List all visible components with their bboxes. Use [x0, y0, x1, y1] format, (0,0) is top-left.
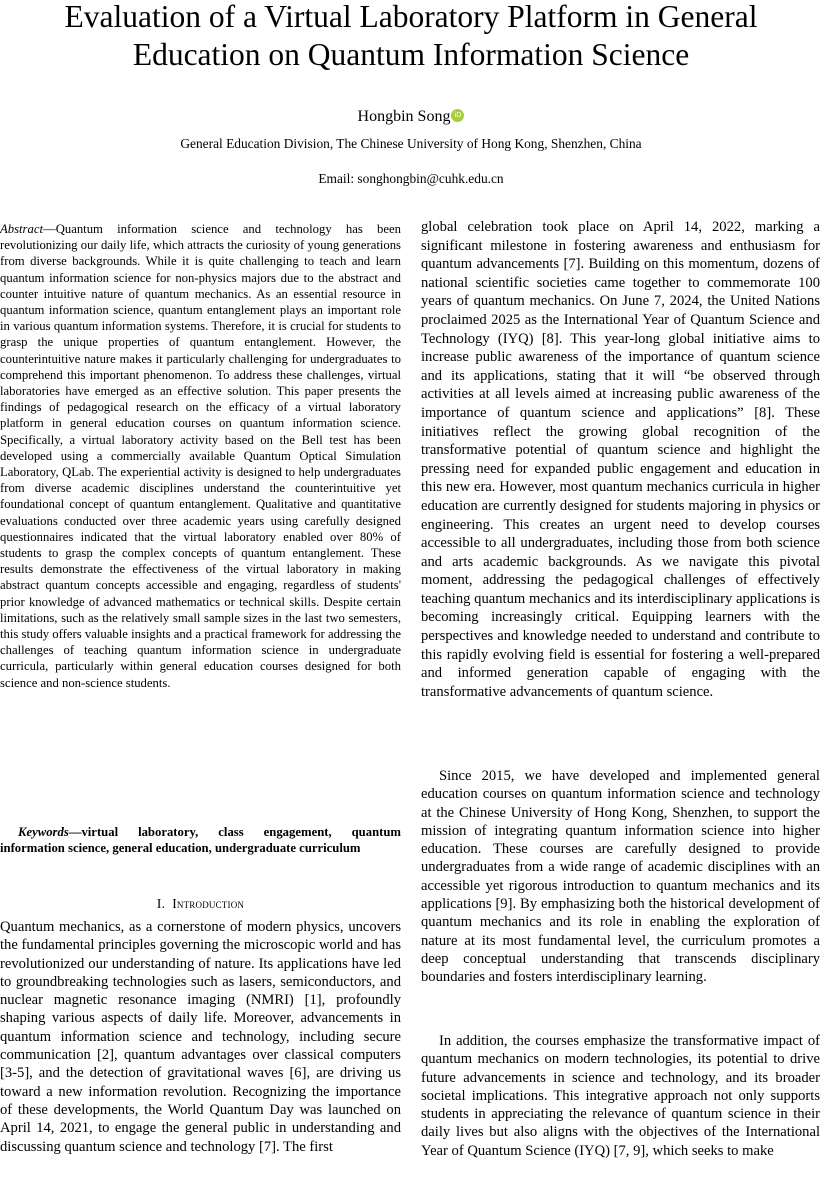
keywords-text: —virtual laboratory, class engagement, quantum information science, general education, undergraduate curriculum: [0, 825, 401, 856]
affiliation: General Education Division, The Chinese University of Hong Kong, Shenzhen, China: [180, 136, 642, 151]
keywords-label: Keywords: [18, 825, 69, 839]
right-column-paragraph-2: Since 2015, we have developed and implemented general education courses on quantum information science and technology at the Chinese University of Hong Kong, Shenzhen, to support the mission of integrating quantum information science into higher education. These courses are carefully designed to provide undergraduates from a wide range of academic disciplines with an accessible yet rigorous introduction to quantum mechanics and its applications [9]. By emphasizing both the historical development of quantum mechanics and its role in enabling the exploration of nature at its most fundamental level, the curriculum promotes a deep conceptual understanding that transcends disciplinary boundaries and fosters interdisciplinary learning.: [421, 768, 820, 986]
abstract-text: —Quantum information science and technology has been revolutionizing our daily life, which attracts the curiosity of young generations from diverse backgrounds. While it is quite challenging to teach and learn quantum information science for non-physics majors due to the abstract and counter intuitive nature of quantum mechanics. As an essential resource in quantum information science, quantum entanglement plays an important role in various quantum information systems. Therefore, it is crucial for students to grasp the unique properties of quantum entanglement. However, the counterintuitive nature makes it particularly challenging for undergraduates to comprehend this important phenomenon. To address these challenges, virtual laboratories have emerged as an effective solution. This paper presents the findings of pedagogical research on the efficacy of a virtual laboratory platform in general education courses on quantum information science. Specifically, a virtual laboratory activity based on the Bell test has been developed using a commercially available Quantum Optical Simulation Laboratory, QLab. The experiential activity is designed to help undergraduates from diverse academic disciplines understand the counterintuitive yet foundational concept of quantum entanglement. Qualitative and quantitative evaluations conducted over three academic years using carefully designed questionnaires indicated that the virtual laboratory enabled over 80% of students to grasp the complex concepts of quantum entanglement. These results demonstrate the effectiveness of the virtual laboratory in making abstract quantum concepts accessible and engaging, regardless of students' prior knowledge of advanced mathematics or technical skills. Despite certain limitations, such as the relatively small sample sizes in the last two semesters, this study offers valuable insights and a practical framework for addressing the challenges of teaching quantum information science in undergraduate curricula, particularly within general education courses designed for both science and non-science students.: [0, 222, 401, 690]
abstract: [0, 221, 401, 691]
author-line: [0, 107, 822, 127]
paper-title: Evaluation of a Virtual Laboratory Platform in General Education on Quantum Information Science: [64, 0, 758, 72]
section-title: Introduction: [172, 896, 245, 911]
section-heading-introduction: [0, 895, 401, 912]
orcid-icon[interactable]: iD: [451, 109, 464, 122]
section-numeral: I.: [156, 896, 166, 911]
abstract-label: Abstract: [0, 222, 43, 236]
author-email: Email: songhongbin@cuhk.edu.cn: [318, 171, 504, 186]
author-name: Hongbin Song: [357, 108, 451, 125]
right-column-paragraph-1: global celebration took place on April 14, 2022, marking a significant milestone in fostering awareness and enthusiasm for quantum advancements [7]. Building on this momentum, dozens of national scientific societies came together to commemorate 100 years of quantum mechanics. On June 7, 2024, the United Nations proclaimed 2025 as the International Year of Quantum Science and Technology (IYQ) [8]. This year-long global initiative aims to increase public awareness of the importance of quantum science and its applications, stating that it will “be observed through activities at all levels aimed at increasing public awareness of the importance of quantum science and applications” [8]. These initiatives reflect the growing global recognition of the transformative potential of quantum science and highlight the pressing need for expanded public engagement and education in this new era. However, most quantum mechanics curricula in higher education are currently designed for students majoring in physics or engineering. This creates an urgent need to develop courses accessible to all undergraduates, including those from both science and arts academic backgrounds. As we navigate this pivotal moment, addressing the pedagogical challenges of effectively teaching quantum mechanics and its interdisciplinary applications is becoming increasingly critical. Equipping learners with the perspectives and knowledge needed to understand and contribute to this rapidly evolving field is essential for fostering a well-prepared and informed generation capable of engaging with the transformative advancements of quantum science.: [421, 219, 820, 700]
keywords: [0, 824, 401, 856]
right-column-paragraph-3: In addition, the courses emphasize the transformative impact of quantum mechanics on modern technologies, its potential to drive future advancements in science and technology, and its broader societal implications. This integrative approach not only supports students in appreciating the relevance of quantum science in their daily lives but also aligns with the objectives of the International Year of Quantum Science (IYQ) [7, 9], which seeks to make: [421, 1033, 820, 1159]
intro-paragraph: Quantum mechanics, as a cornerstone of modern physics, uncovers the fundamental principles governing the microscopic world and has revolutionized our understanding of nature. Its applications have led to groundbreaking technologies such as lasers, semiconductors, and nuclear magnetic resonance imaging (NMRI) [1], profoundly shaping various aspects of daily life. Moreover, advancements in quantum information science and technology, including secure communication [2], quantum advantages over classical computers [3-5], and the detection of gravitational waves [6], are driving us toward a new information revolution. Recognizing the importance of these developments, the World Quantum Day was launched on April 14, 2021, to engage the general public in understanding and discussing quantum science and technology [7]. The first: [0, 919, 401, 1155]
